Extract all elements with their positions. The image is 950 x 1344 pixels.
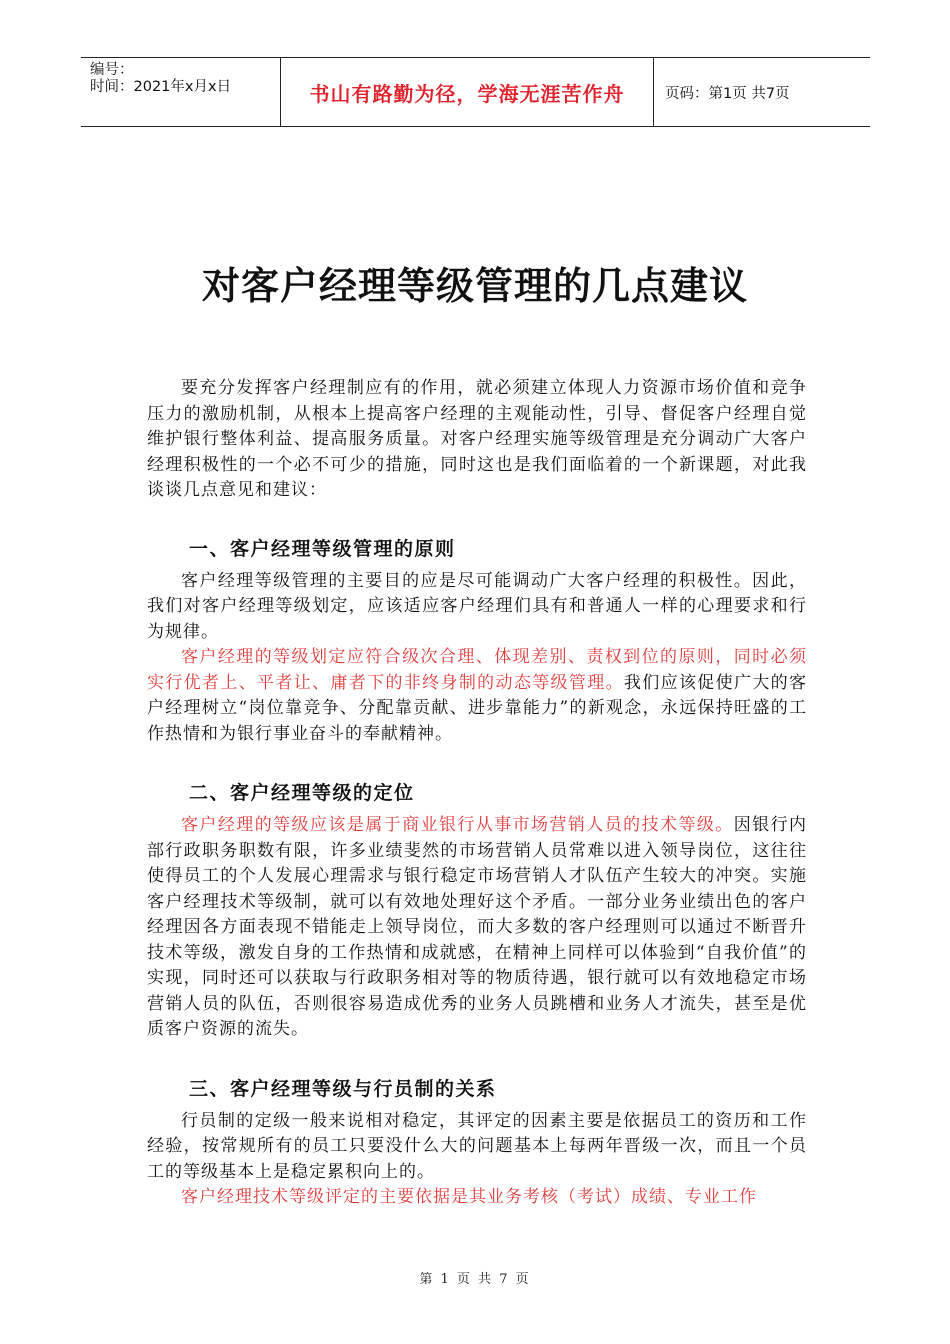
section-heading-3: 三、客户经理等级与行员制的关系 <box>189 1077 497 1100</box>
section1-paragraph-2-rest: 我们应该促使广大的客户经理树立“岗位靠竞争、分配靠贡献、进步靠能力”的新观念，永远保持旺盛的工作热情和为银行事业奋斗的奉献精神。 <box>147 672 808 744</box>
document-body <box>147 376 807 1211</box>
intro-paragraph: 要充分发挥客户经理制应有的作用，就必须建立体现人力资源市场价值和竞争压力的激励机制，从根本上提高客户经理的主观能动性，引导、督促客户经理自觉维护银行整体利益、提高服务质量。对客户经理实施等级管理是充分调动广大客户经理积极性的一个必不可少的措施，同时这也是我们面临着的一个新课题，对此我谈谈几点意见和建议： <box>147 378 807 500</box>
section2-highlight: 客户经理的等级应该是属于商业银行从事市场营销人员的技术等级。 <box>181 815 734 835</box>
section1-paragraph-1: 客户经理等级管理的主要目的应是尽可能调动广大客户经理的积极性。因此，我们对客户经理等级划定，应该适应客户经理们具有和普通人一样的心理要求和行为规律。 <box>147 570 807 642</box>
header-motto: 书山有路勤为径，学海无涯苦作舟 <box>281 58 654 126</box>
section-heading-1: 一、客户经理等级管理的原则 <box>189 537 456 560</box>
section3-paragraph-2 <box>147 1185 807 1211</box>
section3-highlight: 客户经理技术等级评定的主要依据是其业务考核（考试）成绩、专业工作 <box>181 1187 757 1207</box>
header-meta <box>81 58 281 126</box>
section2-paragraph-1 <box>147 813 807 1043</box>
time-label: 时间：2021年x月x日 <box>90 79 232 95</box>
section2-paragraph-1-rest: 因银行内部行政职务职数有限，许多业绩斐然的市场营销人员常难以进入领导岗位，这往往使得员工的个人发展心理需求与银行稳定市场营销人才队伍产生较大的冲突。实施客户经理技术等级制，就可以有效地处理好这个矛盾。一部分业务业绩出色的客户经理因各方面表现不错能走上领导岗位，而大多数的客户经理则可以通过不断晋升技术等级，激发自身的工作热情和成就感，在精神上同样可以体验到“自我价值”的实现，同时还可以获取与行政职务相对等的物质待遇，银行就可以有效地稳定市场营销人员的队伍，否则很容易造成优秀的业务人员跳槽和业务人才流失，甚至是优质客户资源的流失。 <box>147 815 808 1039</box>
section1-paragraph-2 <box>147 645 807 747</box>
number-label: 编号： <box>90 62 134 78</box>
header-page-info: 页码：第1页 共7页 <box>665 85 790 102</box>
section3-paragraph-1: 行员制的定级一般来说相对稳定，其评定的因素主要是依据员工的资历和工作经验，按常规所有的员工只要没什么大的问题基本上每两年晋级一次，而且一个员工的等级基本上是稳定累积向上的。 <box>147 1110 807 1182</box>
document-title: 对客户经理等级管理的几点建议 <box>201 264 748 308</box>
section1-highlight: 客户经理的等级划定应符合级次合理、体现差别、责权到位的原则，同时必须实行优者上、平者让、庸者下的非终身制的动态等级管理。 <box>147 647 807 693</box>
page-header <box>81 57 870 127</box>
section-heading-2: 二、客户经理等级的定位 <box>189 782 415 804</box>
page-footer: 第 1 页 共 7 页 <box>419 1272 531 1287</box>
